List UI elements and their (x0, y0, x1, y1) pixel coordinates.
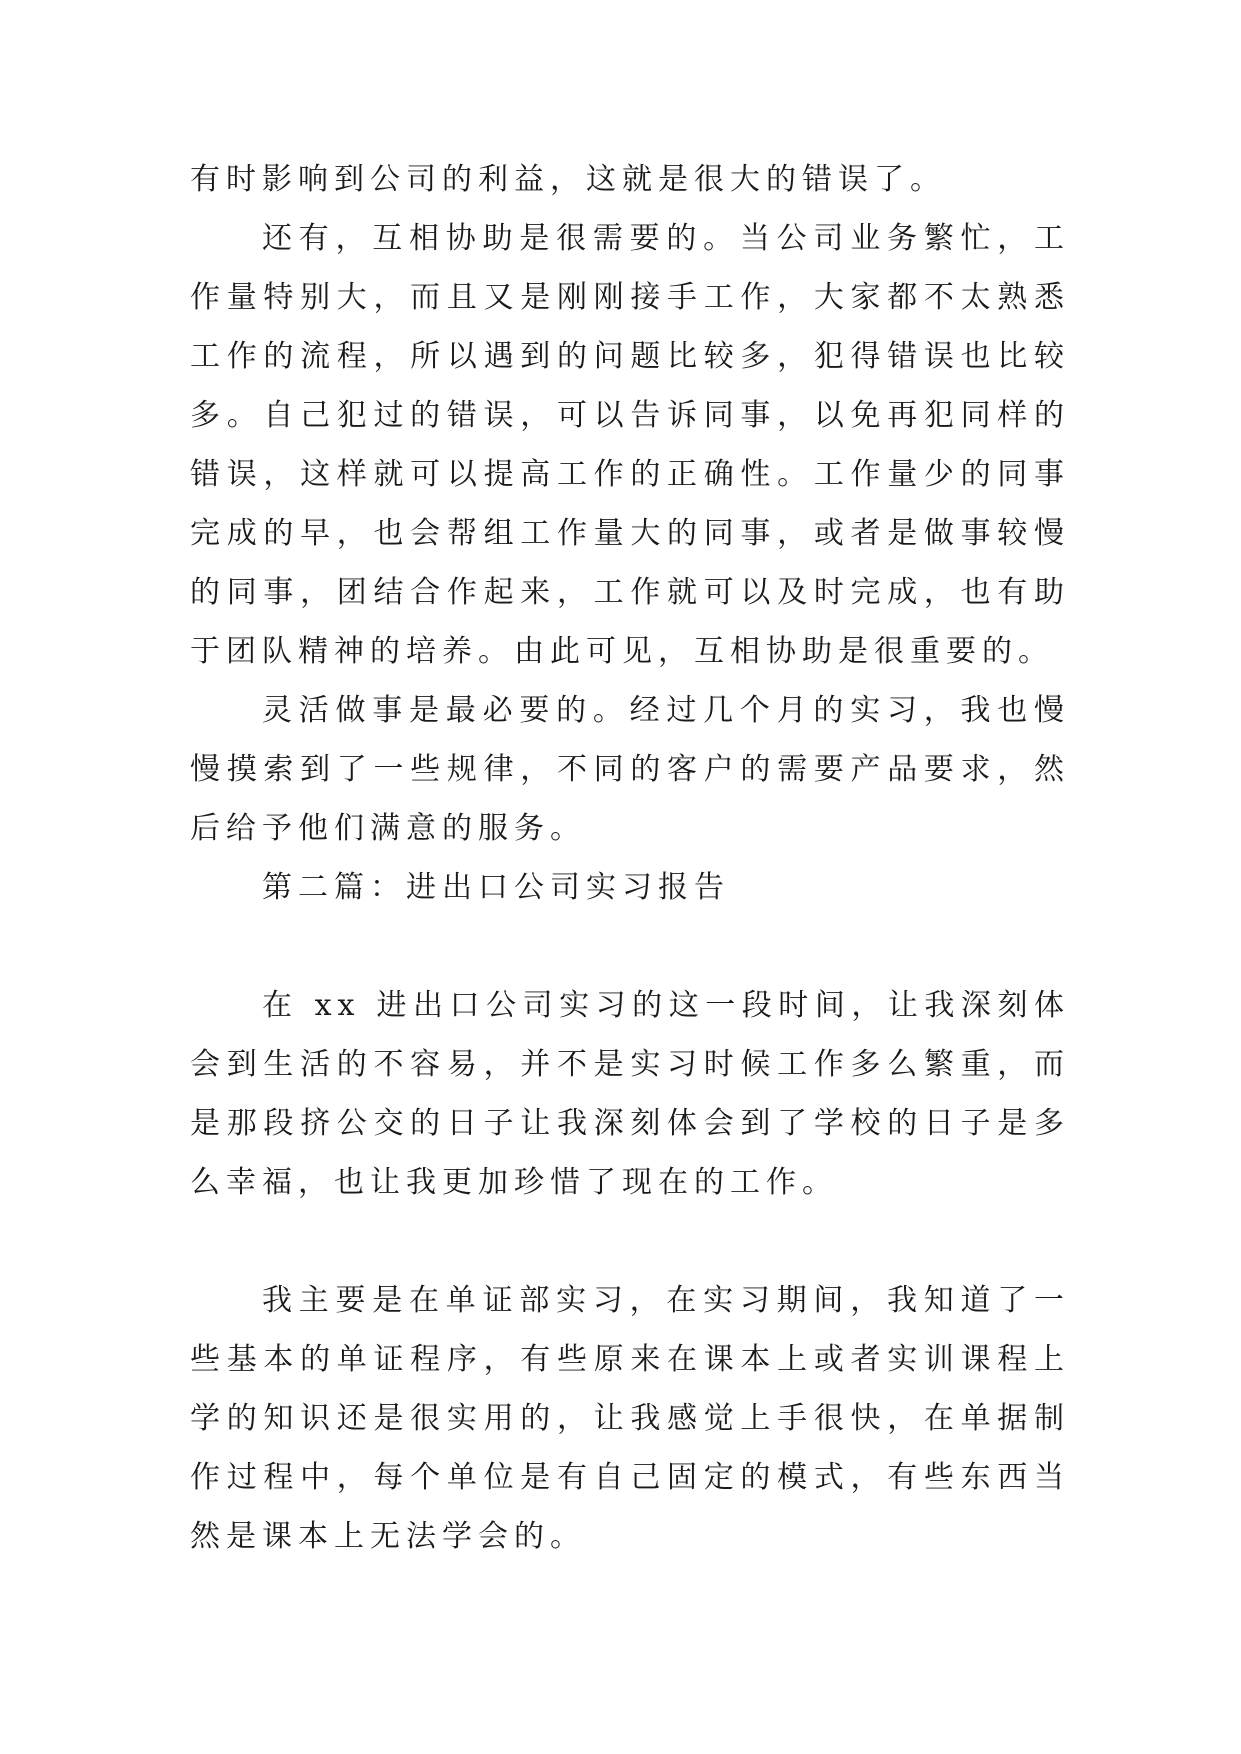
paragraph-flexibility: 灵活做事是最必要的。经过几个月的实习，我也慢慢摸索到了一些规律，不同的客户的需要产品要求，然后给予他们满意的服务。 (190, 693, 1070, 846)
blank-line (190, 1212, 1070, 1271)
document-body (190, 150, 1070, 1566)
paragraph-mutual-assistance: 还有，互相协助是很需要的。当公司业务繁忙，工作量特别大，而且又是刚刚接手工作，大家都不太熟悉工作的流程，所以遇到的问题比较多，犯得错误也比较多。自己犯过的错误，可以告诉同事，以免再犯同样的错误，这样就可以提高工作的正确性。工作量少的同事完成的早，也会帮组工作量大的同事，或者是做事较慢的同事，团结合作起来，工作就可以及时完成，也有助于团队精神的培养。由此可见，互相协助是很重要的。 (190, 221, 1070, 669)
paragraph-continuation: 有时影响到公司的利益，这就是很大的错误了。 (190, 162, 946, 197)
blank-line (190, 917, 1070, 976)
paragraph-intro: 在 xx 进出口公司实习的这一段时间，让我深刻体会到生活的不容易，并不是实习时候工作多么繁重，而是那段挤公交的日子让我深刻体会到了学校的日子是多么幸福，也让我更加珍惜了现在的工作。 (190, 988, 1070, 1200)
paragraph-documents-dept: 我主要是在单证部实习，在实习期间，我知道了一些基本的单证程序，有些原来在课本上或者实训课程上学的知识还是很实用的，让我感觉上手很快，在单据制作过程中，每个单位是有自己固定的模式，有些东西当然是课本上无法学会的。 (190, 1283, 1070, 1554)
section-heading: 第二篇：进出口公司实习报告 (262, 870, 730, 905)
